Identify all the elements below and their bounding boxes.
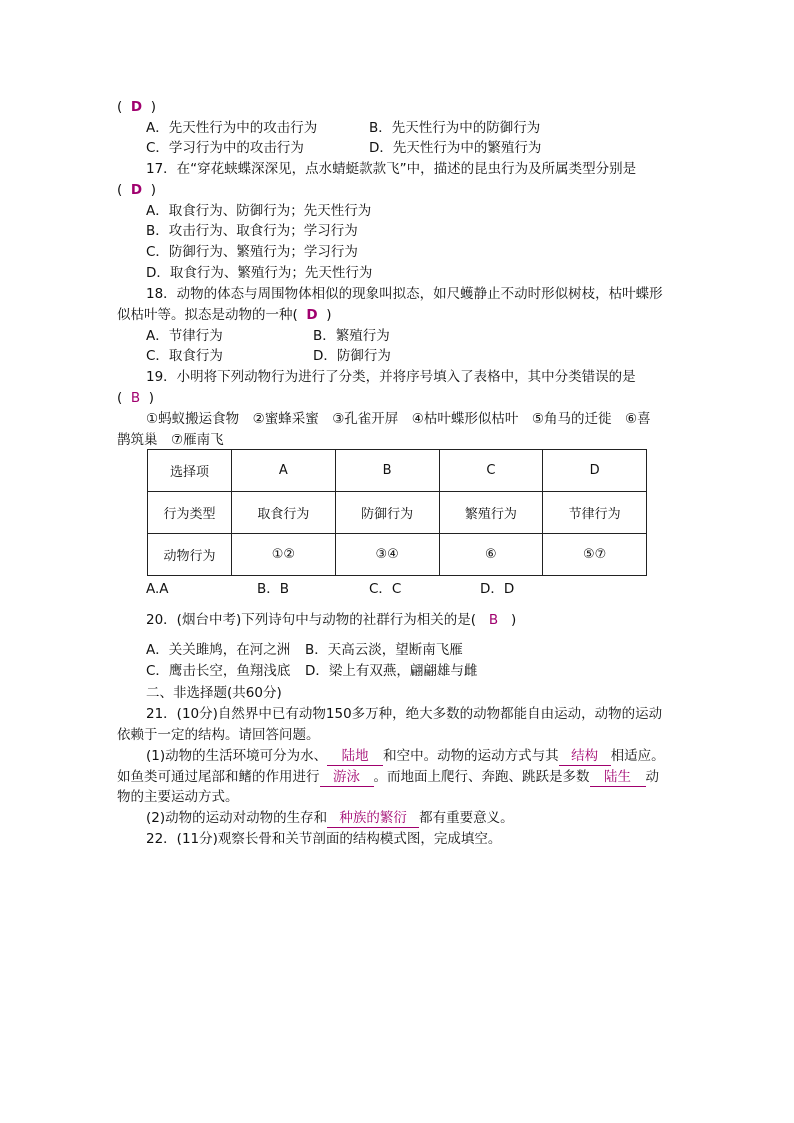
q20-stem: 20．(烟台中考)下列诗句中与动物的社群行为相关的是( B ) [146, 612, 517, 628]
table-cell: ⑥ [439, 534, 543, 576]
table-cell: ⑤⑦ [543, 534, 647, 576]
q17-option-c: C．防御行为、繁殖行为；学习行为 [146, 244, 358, 260]
q21-part1-line1: (1)动物的生活环境可分为水、 陆地 和空中。动物的运动方式与其 结构 相适应。 [146, 748, 665, 764]
table-cell: ①② [232, 534, 336, 576]
q16-option-c: C．学习行为中的攻击行为 [146, 140, 304, 156]
q19-option-a: A.A [146, 581, 169, 597]
q16-option-d: D．先天性行为中的繁殖行为 [369, 140, 542, 156]
q19-answer: B [130, 390, 141, 406]
table-cell: 选择项 [148, 450, 232, 492]
q21-blank-4: 陆生 [590, 768, 646, 787]
q18-stem-line2: 似枯叶等。拟态是动物的一种( D ) [117, 307, 332, 323]
q21-blank-5: 种族的繁衍 [327, 809, 419, 828]
q17-option-d: D．取食行为、繁殖行为；先天性行为 [146, 265, 373, 281]
table-cell: C [439, 450, 543, 492]
q20-option-a: A．关关雎鸠，在河之洲 [146, 642, 291, 658]
q19-classification-table [147, 449, 647, 576]
table-cell: D [543, 450, 647, 492]
q21-blank-2: 结构 [559, 747, 611, 766]
q18-answer: D [306, 307, 318, 323]
table-cell: ③④ [335, 534, 439, 576]
q21-blank-3: 游泳 [320, 768, 374, 787]
q18-stem-line1: 18．动物的体态与周围物体相似的现象叫拟态，如尺蠖静止不动时形似树枝，枯叶蝶形 [146, 286, 663, 302]
q20-option-d: D．梁上有双燕，翩翩雄与雌 [305, 663, 478, 679]
q18-option-d: D．防御行为 [313, 348, 391, 364]
table-cell: 繁殖行为 [439, 492, 543, 534]
q19-answer-line: ( B ) [117, 390, 155, 406]
q17-answer: D [130, 182, 143, 198]
q21-part2: (2)动物的运动对动物的生存和 种族的繁衍 都有重要意义。 [146, 810, 514, 826]
table-cell: 取食行为 [232, 492, 336, 534]
q21-part1-line2: 如鱼类可通过尾部和鳍的作用进行 游泳 。而地面上爬行、奔跑、跳跃是多数 陆生 动 [117, 769, 659, 785]
q18-option-a: A．节律行为 [146, 328, 223, 344]
q18-option-c: C．取食行为 [146, 348, 223, 364]
q16-option-a: A．先天性行为中的攻击行为 [146, 120, 318, 136]
q21-blank-1: 陆地 [327, 747, 383, 766]
q19-option-c: C．C [369, 581, 402, 597]
table-cell: 行为类型 [148, 492, 232, 534]
q17-answer-line: ( D ) [117, 182, 156, 198]
q16-option-b: B．先天性行为中的防御行为 [369, 120, 541, 136]
table-cell: B [335, 450, 439, 492]
q19-option-d: D．D [480, 581, 515, 597]
table-row [148, 534, 647, 576]
q19-stem: 19．小明将下列动物行为进行了分类，并将序号填入了表格中，其中分类错误的是 [146, 369, 636, 385]
q21-stem-line2: 依赖于一定的结构。请回答问题。 [117, 727, 320, 743]
q22-stem: 22．(11分)观察长骨和关节剖面的结构模式图，完成填空。 [146, 831, 502, 847]
q21-part1-line3: 物的主要运动方式。 [117, 789, 239, 805]
table-row [148, 492, 647, 534]
q19-option-b: B．B [257, 581, 290, 597]
q16-answer-line: ( D ) [117, 99, 156, 115]
q17-option-b: B．攻击行为、取食行为；学习行为 [146, 223, 358, 239]
q18-option-b: B．繁殖行为 [313, 328, 390, 344]
q16-answer: D [130, 99, 143, 115]
q19-items-line2: 鹊筑巢 ⑦雁南飞 [117, 432, 224, 448]
q21-stem-line1: 21．(10分)自然界中已有动物150多万种，绝大多数的动物都能自由运动，动物的运动 [146, 706, 663, 722]
q17-stem: 17．在“穿花蛱蝶深深见，点水蜻蜓款款飞”中，描述的昆虫行为及所属类型分别是 [146, 161, 637, 177]
table-cell: A [232, 450, 336, 492]
table-cell: 防御行为 [335, 492, 439, 534]
q20-option-b: B．天高云淡，望断南飞雁 [305, 642, 463, 658]
q17-option-a: A．取食行为、防御行为；先天性行为 [146, 203, 372, 219]
table-cell: 动物行为 [148, 534, 232, 576]
table-cell: 节律行为 [543, 492, 647, 534]
q19-items-line1: ①蚂蚁搬运食物 ②蜜蜂采蜜 ③孔雀开屏 ④枯叶蝶形似枯叶 ⑤角马的迁徙 ⑥喜 [146, 411, 651, 427]
q20-answer: B [488, 612, 499, 628]
section-heading: 二、非选择题(共60分) [146, 685, 282, 701]
q20-option-c: C．鹰击长空，鱼翔浅底 [146, 663, 291, 679]
table-header-row [148, 450, 647, 492]
